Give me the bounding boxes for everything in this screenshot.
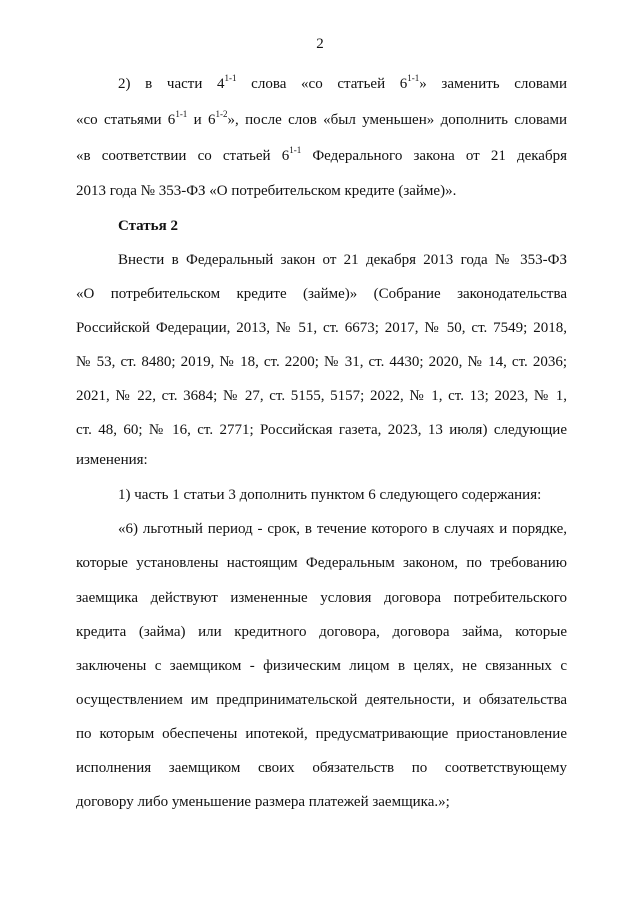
superscript: 1-1 bbox=[407, 73, 420, 83]
intro-line: Российской Федерации, 2013, № 51, ст. 6673; 2017, № 50, ст. 7549; 2018, bbox=[76, 320, 567, 336]
definition-line: заемщика действуют измененные условия договора потребительского bbox=[76, 590, 567, 606]
item2-line-2-part-b: и 6 bbox=[187, 112, 216, 128]
item2-line-2-part-a: «со статьями 6 bbox=[76, 112, 176, 128]
definition-line: заключены с заемщиком - физическим лицом в целях, не связанных с bbox=[76, 658, 567, 674]
superscript: 1-1 bbox=[175, 109, 188, 119]
item2-line-4: 2013 года № 353-ФЗ «О потребительском кредите (займе)». bbox=[76, 183, 457, 199]
definition-line: которые установлены настоящим Федеральным законом, по требованию bbox=[76, 555, 567, 571]
item2-line-1-part-a: 2) в части 4 bbox=[118, 76, 225, 92]
definition-line: договору либо уменьшение размера платежей заемщика.»; bbox=[76, 794, 450, 810]
definition-line: исполнения заемщиком своих обязательств по соответствующему bbox=[76, 760, 567, 776]
change-1-line: 1) часть 1 статьи 3 дополнить пунктом 6 следующего содержания: bbox=[118, 487, 542, 503]
item2-line-3-part-a: «в соответствии со статьей 6 bbox=[76, 148, 290, 164]
item2-line-3 bbox=[76, 146, 567, 166]
intro-line: «О потребительском кредите (займе)» (Собрание законодательства bbox=[76, 286, 567, 302]
intro-line: 2021, № 22, ст. 3684; № 27, ст. 5155, 5157; 2022, № 1, ст. 13; 2023, № 1, bbox=[76, 388, 567, 404]
definition-line: кредита (займа) или кредитного договора, договора займа, которые bbox=[76, 624, 567, 640]
item2-line-2-part-c: », после слов «был уменьшен» дополнить словами bbox=[227, 112, 568, 128]
intro-line: № 53, ст. 8480; 2019, № 18, ст. 2200; № 31, ст. 4430; 2020, № 14, ст. 2036; bbox=[76, 354, 567, 370]
item2-line-2 bbox=[76, 110, 567, 130]
item2-line-1 bbox=[118, 74, 567, 94]
superscript: 1-1 bbox=[289, 145, 302, 155]
article-heading: Статья 2 bbox=[118, 218, 178, 234]
item2-line-1-part-b: слова «со статьей 6 bbox=[236, 76, 408, 92]
item2-line-1-part-c: » заменить словами bbox=[419, 76, 567, 92]
intro-line: изменения: bbox=[76, 452, 148, 468]
definition-line: «6) льготный период - срок, в течение которого в случаях и порядке, bbox=[118, 521, 567, 537]
definition-line: по которым обеспечены ипотекой, предусматривающие приостановление bbox=[76, 726, 567, 742]
intro-line: Внести в Федеральный закон от 21 декабря 2013 года № 353-ФЗ bbox=[118, 252, 567, 268]
superscript: 1-2 bbox=[215, 109, 228, 119]
superscript: 1-1 bbox=[224, 73, 237, 83]
item2-line-3-part-b: Федерального закона от 21 декабря bbox=[301, 148, 567, 164]
definition-line: осуществлением им предпринимательской деятельности, и обязательства bbox=[76, 692, 567, 708]
intro-line: ст. 48, 60; № 16, ст. 2771; Российская газета, 2023, 13 июля) следующие bbox=[76, 422, 567, 438]
page-number: 2 bbox=[316, 36, 324, 52]
